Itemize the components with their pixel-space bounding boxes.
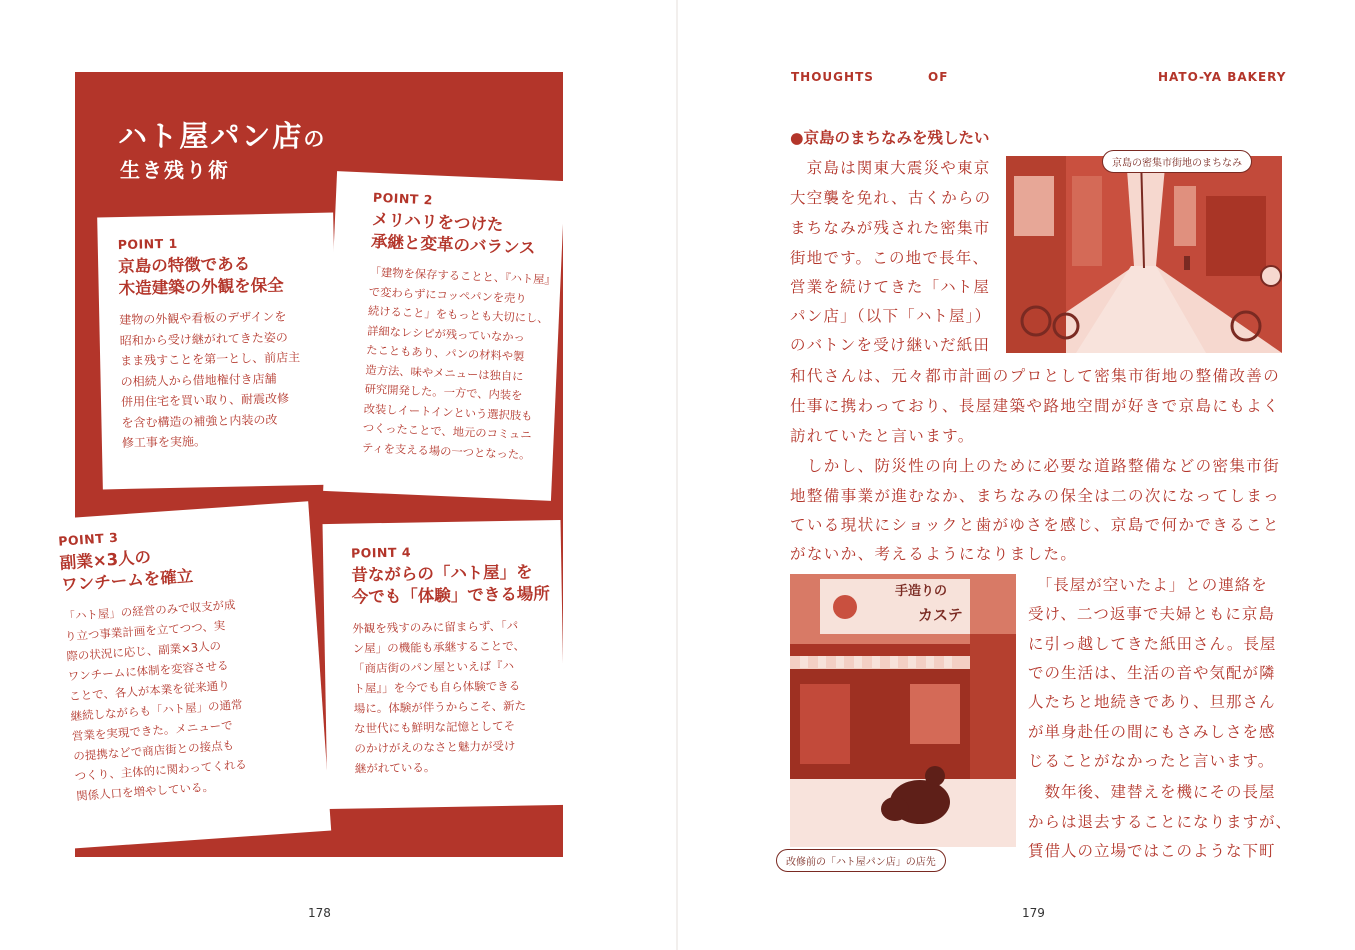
body-line: 人たちと地続きであり、旦那さん (1028, 693, 1276, 711)
page-subtitle: 生き残り術 (120, 158, 230, 182)
body-line: しかし、防災性の向上のために必要な道路整備などの密集市街 (790, 457, 1281, 475)
shop-sign-text-2: カステ (918, 606, 963, 624)
body-line: での生活は、生活の音や気配が隣 (1028, 664, 1276, 682)
point-body: 外観を残すのみに留まらず、「パ ン屋」の機能も承継することで、 「商店街のパン屋といえば『ハ ト屋』」を今でも自ら体験できる 場に。体験が伴うからこそ、新た な世代にも鮮明な記憶としてそ のかけがえのなさと魅力が受け 継がれている。 (352, 618, 527, 776)
point-body: 「建物を保存することと、『ハト屋』 で変わらずにコッペパンを売り 続けること」をもっとも大切にし、 詳細なレシピが残っていなかっ たこともあり、パンの材料や製 造方法、味やメニューは独自に 研究開発した。一方で、内装を 改装しイートインという選択肢も つくったことで、地元のコミュニ ティを支える場の一つとなった。 (361, 265, 557, 462)
alley-illustration (1006, 156, 1282, 353)
body-line: 和代さんは、元々都市計画のプロとして密集市街地の整備改善の (790, 367, 1281, 385)
point-label: POINT 2 (372, 189, 434, 208)
point-label: POINT 3 (57, 529, 119, 549)
point-heading: メリハリをつけた 承継と変革のバランス (370, 209, 536, 258)
page-number-right: 179 (1022, 906, 1045, 920)
body-line: に引っ越してきた紙田さん。長屋 (1028, 635, 1277, 653)
photo-shopfront (790, 574, 1016, 847)
body-line: からは退去することになりますが、 (1028, 813, 1293, 831)
body-line: 大空襲を免れ、古くからの (790, 189, 992, 207)
point-heading: 昔ながらの「ハト屋」を 今でも「体験」できる場所 (351, 562, 550, 607)
body-line: のバトンを受け継いだ紙田 (790, 336, 991, 354)
point-label: POINT 1 (117, 235, 178, 253)
point-body: 「ハト屋」の経営のみで収支が成 り立つ事業計画を立てつつ、実 際の状況に応じ、副業×3人の ワンチームに体制を変容させる ことで、各人が本業を従来通り 継続しながらも「ハト屋」の通常 営業を実現できた。メニューで の提携などで商店街との接点も つくり、主体的に関わってくれる 関係人口を増やしている。 (63, 597, 248, 804)
photo-caption-bottom: 改修前の「ハト屋パン店」の店先 (776, 849, 946, 872)
body-line: がないか、考えるようになりました。 (790, 545, 1078, 563)
body-line: が単身赴任の間にもさみしさを感 (1028, 723, 1276, 741)
photo-caption-top: 京島の密集市街地のまちなみ (1102, 150, 1252, 173)
page-number-left: 178 (308, 906, 331, 920)
point-card-1 (97, 213, 339, 490)
point-card-4 (323, 520, 566, 809)
point-card-3 (47, 501, 331, 848)
body-line: 訪れていたと言います。 (790, 427, 975, 445)
point-card-2 (323, 171, 565, 501)
body-line: 数年後、建替えを機にその長屋 (1028, 783, 1276, 801)
running-head-1: THOUGHTS (791, 70, 874, 84)
body-line: 地整備事業が進むなか、まちなみの保全は二の次になってしまっ (790, 487, 1281, 505)
running-head-2: OF (928, 70, 949, 84)
page-title: ハト屋パン店の (118, 119, 327, 153)
point-label: POINT 4 (350, 544, 412, 561)
gutter (676, 0, 678, 950)
body-line: まちなみが残された密集市 (790, 219, 991, 237)
shopfront-illustration (790, 574, 1016, 847)
point-heading: 京島の特徴である 木造建築の外観を保全 (118, 254, 284, 299)
body-line: 仕事に携わっており、長屋建築や路地空間が好きで京島にもよく (790, 397, 1280, 415)
body-line: ている現状にショックと歯がゆさを感じ、京島で何かできること (790, 516, 1280, 534)
body-line: 営業を続けてきた「ハト屋 (790, 278, 991, 296)
body-line: 京島は関東大震災や東京 (790, 159, 991, 177)
section-heading: ●京島のまちなみを残したい (790, 129, 990, 147)
body-line: 受け、二つ返事で夫婦ともに京島 (1028, 605, 1275, 623)
body-line: 「長屋が空いたよ」との連絡を (1044, 576, 1268, 594)
body-line: じることがなかったと言います。 (1028, 752, 1275, 770)
photo-alley (1006, 156, 1282, 353)
body-line: 街地です。この地で長年、 (790, 249, 990, 267)
point-heading: 副業×3人の ワンチームを確立 (59, 547, 194, 595)
body-line: パン店」（以下「ハト屋」） (790, 307, 992, 325)
shop-sign-text: 手造りの (895, 584, 948, 599)
point-body: 建物の外観や看板のデザインを 昭和から受け継がれてきた姿の まま残すことを第一とし、前店主 の相続人から借地権付き店舗 併用住宅を買い取り、耐震改修 を含む構造の補強と内装の改 修工事を実施。 (119, 309, 301, 451)
body-line: 賃借人の立場ではこのような下町 (1028, 842, 1276, 860)
running-head-3: HATO-YA BAKERY (1158, 70, 1287, 84)
